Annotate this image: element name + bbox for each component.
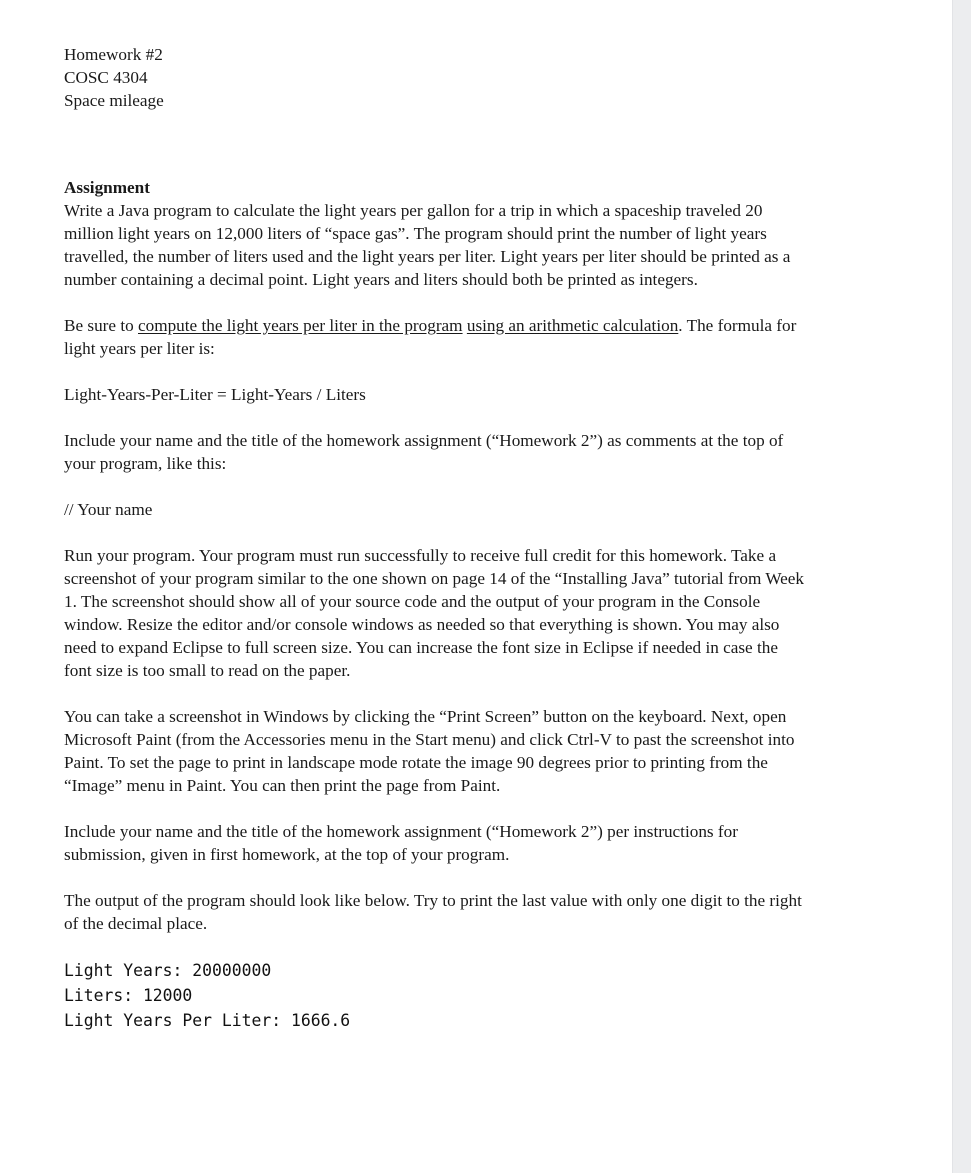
- compute-text-post: . The formula for light years per liter is:: [64, 316, 797, 358]
- document-content: [64, 43, 809, 1033]
- compute-underlined-phrase: compute the light years per liter in the program: [138, 316, 463, 335]
- header-title: Space mileage: [64, 91, 164, 110]
- assignment-intro-paragraph: Write a Java program to calculate the light years per gallon for a trip in which a spaceship traveled 20 million light years on 12,000 liters of “space gas”. The program should print the number of light years travelled, the number of liters used and the light years per liter. Light years per liter should be printed as a number containing a decimal point. Light years and liters should both be printed as integers.: [64, 201, 791, 289]
- sample-output-block: [64, 958, 809, 1033]
- compute-text-pre: Be sure to: [64, 316, 138, 335]
- include-submission-paragraph: Include your name and the title of the homework assignment (“Homework 2”) per instructions for submission, given in first homework, at the top of your program.: [64, 822, 738, 864]
- output-light-years-per-liter-line: Light Years Per Liter: 1666.6: [64, 1011, 351, 1030]
- output-intro-paragraph: The output of the program should look like below. Try to print the last value with only one digit to the right of the decimal place.: [64, 891, 802, 933]
- include-name-paragraph: Include your name and the title of the homework assignment (“Homework 2”) as comments at the top of your program, like this:: [64, 431, 784, 473]
- document-header: [64, 43, 809, 112]
- arithmetic-underlined-phrase: using an arithmetic calculation: [466, 316, 679, 335]
- screenshot-windows-paragraph: You can take a screenshot in Windows by clicking the “Print Screen” button on the keyboard. Next, open Microsoft Paint (from the Accessories menu in the Start menu) and click Ctrl-V to past the screenshot into Paint. To set the page to print in landscape mode rotate the image 90 degrees prior to printing from the “Image” menu in Paint. You can then print the page from Paint.: [64, 707, 795, 795]
- comment-example-line: // Your name: [64, 500, 153, 519]
- assignment-heading: Assignment: [64, 178, 150, 197]
- formula-line: Light-Years-Per-Liter = Light-Years / Liters: [64, 385, 366, 404]
- header-course-code: COSC 4304: [64, 68, 148, 87]
- header-homework-number: Homework #2: [64, 45, 163, 64]
- output-light-years-line: Light Years: 20000000: [64, 961, 272, 980]
- spacer: [64, 112, 809, 176]
- output-liters-line: Liters: 12000: [64, 986, 193, 1005]
- compute-paragraph: [64, 314, 809, 360]
- scroll-gutter[interactable]: [952, 0, 971, 1173]
- run-program-paragraph: Run your program. Your program must run successfully to receive full credit for this homework. Take a screenshot of your program similar to the one shown on page 14 of the “Installing Java” tutorial from Week 1. The screenshot should show all of your source code and the output of your program in the Console window. Resize the editor and/or console windows as needed so that everything is shown. You may also need to expand Eclipse to full screen size. You can increase the font size in Eclipse if needed in case the font size is too small to read on the paper.: [64, 546, 805, 680]
